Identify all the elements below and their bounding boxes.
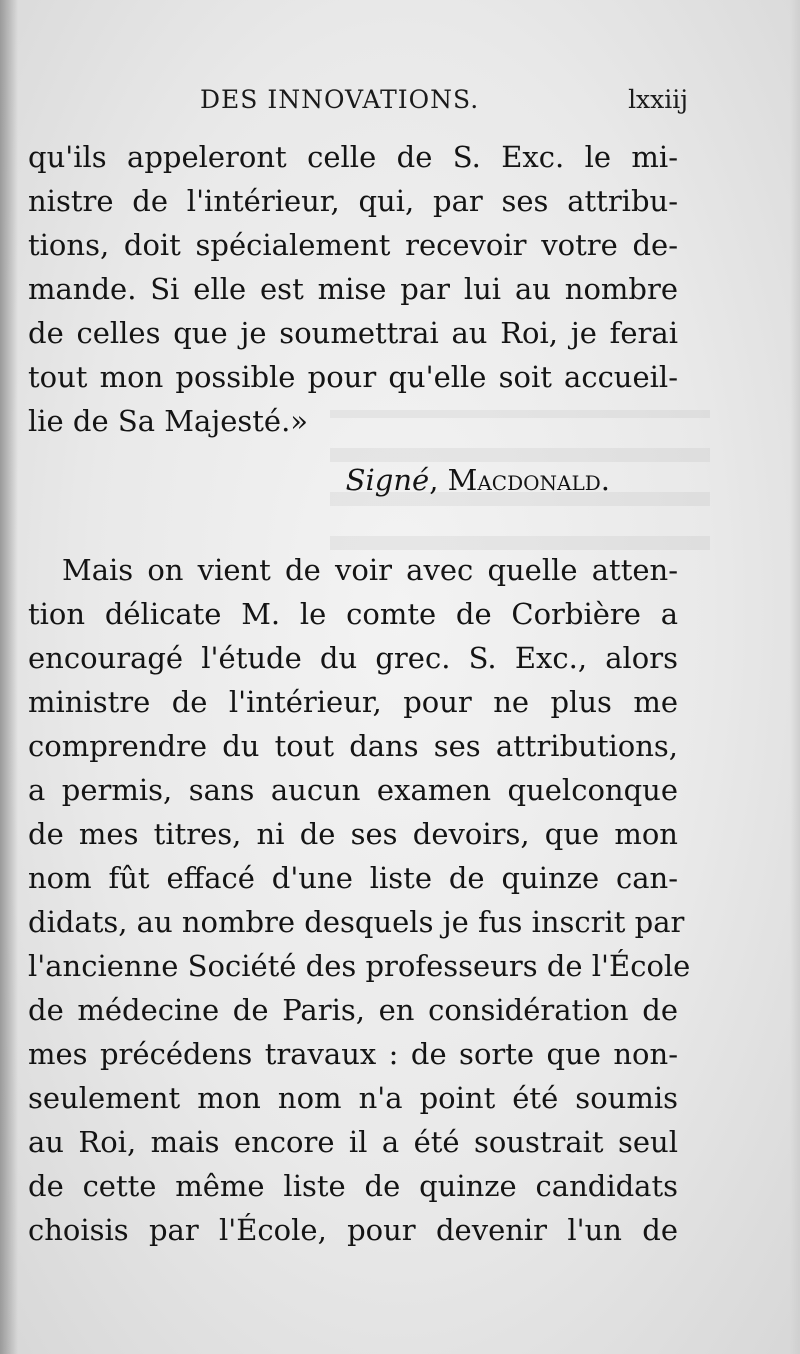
edge-shadow <box>790 0 800 1354</box>
signature-name: Macdonald. <box>447 463 610 497</box>
text-line: choisis par l'École, pour devenir l'un de <box>28 1213 678 1247</box>
text-line: de mes titres, ni de ses devoirs, que mon <box>28 817 678 851</box>
text-line: tout mon possible pour qu'elle soit accueil- <box>28 360 678 394</box>
text-line: qu'ils appeleront celle de S. Exc. le mi- <box>28 140 678 174</box>
text-line: mande. Si elle est mise par lui au nombre <box>28 272 678 306</box>
text-line: de médecine de Paris, en considération de <box>28 993 678 1027</box>
signature-line <box>346 463 610 497</box>
text-line: encouragé l'étude du grec. S. Exc., alors <box>28 641 678 675</box>
text-line: tions, doit spécialement recevoir votre de- <box>28 228 678 262</box>
text-line: de celles que je soumettrai au Roi, je ferai <box>28 316 678 350</box>
letter-excerpt <box>28 135 678 443</box>
text-line: nom fût effacé d'une liste de quinze can- <box>28 861 678 895</box>
text-line: seulement mon nom n'a point été soumis <box>28 1081 678 1115</box>
text-line: l'ancienne Société des professeurs de l'École <box>28 949 691 983</box>
main-paragraph <box>28 548 691 1252</box>
text-line: a permis, sans aucun examen quelconque <box>28 773 678 807</box>
text-line: nistre de l'intérieur, qui, par ses attribu- <box>28 184 678 218</box>
text-line: de cette même liste de quinze candidats <box>28 1169 678 1203</box>
text-line: Mais on vient de voir avec quelle atten- <box>62 553 678 587</box>
signature-signed: Signé <box>345 463 430 497</box>
text-line: lie de Sa Majesté.» <box>28 404 309 438</box>
running-head: DES INNOVATIONS. <box>200 85 480 114</box>
signature-separator: , <box>429 463 448 497</box>
gutter-shadow <box>0 0 18 1354</box>
text-line: au Roi, mais encore il a été soustrait seul <box>28 1125 678 1159</box>
page-header <box>0 85 800 125</box>
text-line: didats, au nombre desquels je fus inscrit par <box>28 905 685 939</box>
text-line: ministre de l'intérieur, pour ne plus me <box>28 685 678 719</box>
text-line: mes précédens travaux : de sorte que non- <box>28 1037 678 1071</box>
text-line: tion délicate M. le comte de Corbière a <box>28 597 678 631</box>
page-number: lxxiij <box>628 85 688 114</box>
text-line: comprendre du tout dans ses attributions, <box>28 729 678 763</box>
